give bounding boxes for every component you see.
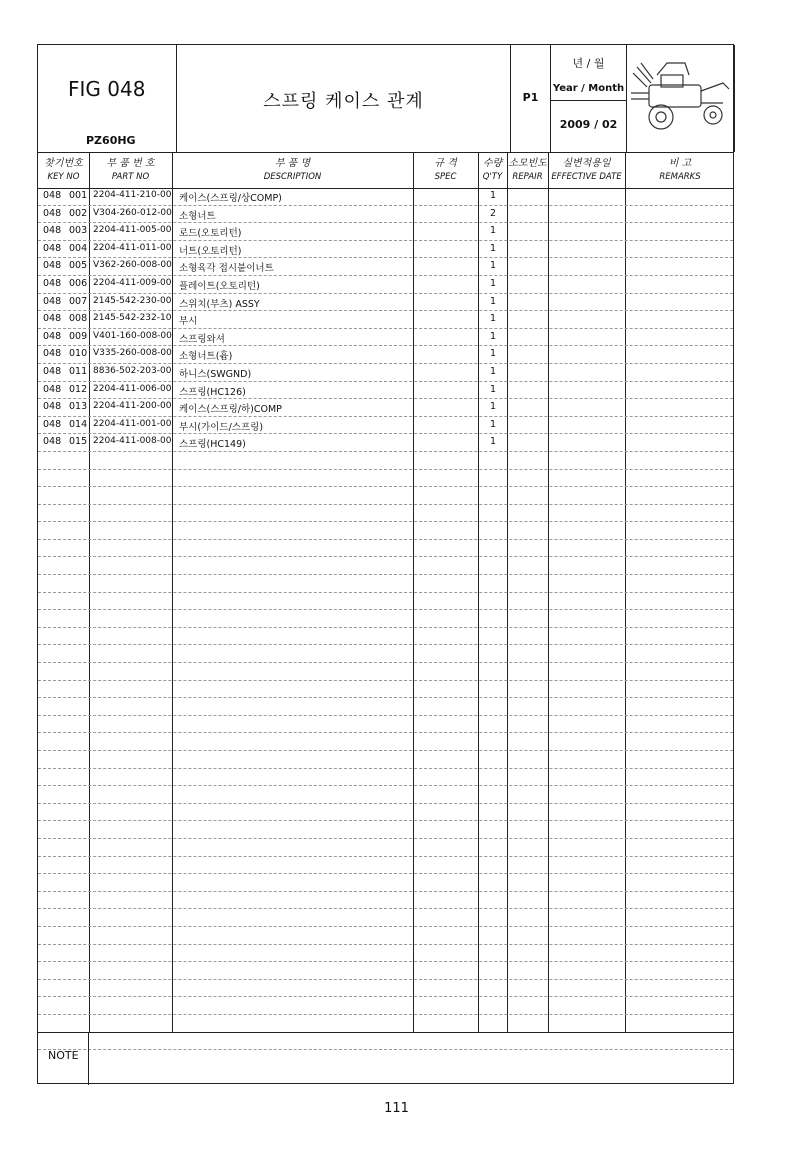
quantity: 1 [490, 330, 497, 342]
column-header-ko: 소모빈도 [508, 158, 547, 169]
part-number: 2204-411-011-00 [93, 242, 172, 253]
fig-number: 048 [43, 348, 62, 360]
table-row [38, 329, 733, 347]
column-header-en: EFFECTIVE DATE [551, 172, 622, 182]
column-header-ko: 부 품 명 [274, 158, 311, 169]
description: 소형너트 [179, 210, 216, 222]
part-number: 2204-411-001-00 [93, 418, 172, 429]
column-header-en: KEY NO [47, 172, 80, 182]
table-row [38, 311, 733, 329]
key-number: 015 [69, 436, 88, 448]
empty-table-row [38, 505, 733, 523]
key-number: 010 [69, 348, 88, 360]
description: 케이스(스프링/하)COMP [179, 404, 282, 416]
description: 소형너트(흄) [179, 351, 233, 363]
quantity: 1 [490, 348, 497, 360]
empty-table-row [38, 997, 733, 1015]
column-header-en: REPAIR [512, 172, 543, 182]
key-number: 008 [69, 313, 88, 325]
column-header-spec [413, 152, 478, 188]
empty-table-row [38, 575, 733, 593]
quantity: 1 [490, 242, 497, 254]
description: 하니스(SWGND) [179, 368, 252, 380]
part-number: 2204-411-008-00 [93, 436, 172, 447]
column-header-repair [507, 152, 548, 188]
empty-table-row [38, 821, 733, 839]
title-cell [177, 45, 511, 152]
description: 스프링(HC149) [179, 439, 246, 451]
description: 너트(오토리턴) [179, 245, 242, 257]
fig-number: 048 [43, 207, 62, 219]
table-row [38, 206, 733, 224]
fig-number: 048 [43, 418, 62, 430]
key-number: 002 [69, 207, 88, 219]
table-row [38, 417, 733, 435]
fig-number: 048 [43, 365, 62, 377]
part-number: V401-160-008-00 [93, 330, 172, 341]
fig-number: 048 [43, 313, 62, 325]
empty-table-row [38, 1015, 733, 1033]
table-row [38, 382, 733, 400]
empty-table-row [38, 610, 733, 628]
empty-table-row [38, 716, 733, 734]
table-row [38, 223, 733, 241]
column-header-ko: 비 고 [668, 158, 692, 169]
empty-table-row [38, 645, 733, 663]
column-header-description [172, 152, 413, 188]
empty-table-row [38, 733, 733, 751]
column-header-ko: 수량 [482, 158, 503, 169]
key-number: 003 [69, 225, 88, 237]
key-number: 004 [69, 242, 88, 254]
part-number: 2145-542-230-00 [93, 295, 172, 306]
quantity: 1 [490, 313, 497, 325]
rice-transplanter-icon [627, 53, 735, 143]
empty-table-row [38, 909, 733, 927]
empty-table-row [38, 681, 733, 699]
page-code: P1 [522, 91, 539, 104]
parts-table [38, 188, 733, 1050]
empty-table-row [38, 769, 733, 787]
table-row [38, 276, 733, 294]
key-number: 012 [69, 383, 88, 395]
key-number: 009 [69, 330, 88, 342]
column-header-en: REMARKS [659, 172, 701, 182]
empty-table-row [38, 980, 733, 998]
model-name: PZ60HG [86, 134, 136, 147]
empty-table-row [38, 628, 733, 646]
key-number: 007 [69, 295, 88, 307]
quantity: 1 [490, 260, 497, 272]
column-header-en: SPEC [434, 172, 457, 182]
fig-number: 048 [43, 190, 62, 201]
quantity: 1 [490, 401, 497, 413]
column-header-key-no [38, 152, 89, 188]
fig-number: 048 [43, 260, 62, 272]
empty-table-row [38, 470, 733, 488]
empty-table-row [38, 698, 733, 716]
year-month-cell [551, 45, 627, 152]
column-header-effective-date [548, 152, 625, 188]
part-number: 8836-502-203-00 [93, 365, 172, 376]
part-number: 2204-411-005-00 [93, 225, 172, 236]
quantity: 1 [490, 418, 497, 430]
key-number: 005 [69, 260, 88, 272]
description: 스위치(부츠) ASSY [179, 298, 260, 310]
part-number: 2204-411-006-00 [93, 383, 172, 394]
fig-number: 048 [43, 225, 62, 237]
column-header-ko: 찾기번호 [44, 158, 83, 169]
description: 부시 [179, 316, 198, 328]
empty-table-row [38, 945, 733, 963]
table-row [38, 241, 733, 259]
quantity: 1 [490, 436, 497, 448]
parts-list-sheet [37, 44, 734, 1084]
description: 케이스(스프링/상COMP) [179, 193, 282, 204]
sheet-header [38, 45, 733, 153]
column-header-remarks [625, 152, 735, 188]
column-header-row [38, 152, 733, 189]
description: 소형육각 접시붙이너트 [179, 263, 274, 275]
description: 부시(가이드/스프링) [179, 421, 264, 433]
quantity: 1 [490, 295, 497, 307]
empty-table-row [38, 839, 733, 857]
page-title: 스프링 케이스 관계 [263, 91, 424, 112]
quantity: 1 [490, 277, 497, 289]
table-row [38, 434, 733, 452]
empty-table-row [38, 487, 733, 505]
empty-table-row [38, 751, 733, 769]
part-number: 2204-411-200-00 [93, 401, 172, 412]
empty-table-row [38, 962, 733, 980]
page-code-cell [511, 45, 551, 152]
empty-table-row [38, 522, 733, 540]
quantity: 1 [490, 365, 497, 377]
part-number: 2204-411-009-00 [93, 277, 172, 288]
quantity: 2 [490, 207, 497, 219]
part-number: V304-260-012-00 [93, 207, 172, 218]
note-label: NOTE [38, 1033, 89, 1085]
column-header-en: DESCRIPTION [263, 172, 322, 182]
year-month-label-ko: 년 / 월 [572, 57, 605, 70]
key-number: 006 [69, 277, 88, 289]
description: 플레이트(오토리턴) [179, 280, 260, 292]
empty-table-row [38, 452, 733, 470]
table-row [38, 294, 733, 312]
column-header-q-ty [478, 152, 507, 188]
key-number: 001 [69, 190, 88, 201]
empty-table-row [38, 540, 733, 558]
empty-table-row [38, 663, 733, 681]
key-number: 014 [69, 418, 88, 430]
part-number: 2204-411-210-00 [93, 190, 172, 200]
year-month-label-en: Year / Month [552, 83, 625, 94]
description: 스프링(HC126) [179, 386, 246, 398]
table-row [38, 346, 733, 364]
empty-table-row [38, 892, 733, 910]
column-header-en: PART NO [111, 172, 150, 182]
key-number: 013 [69, 401, 88, 413]
page-number: 111 [384, 1101, 409, 1116]
column-header-ko: 부 품 번 호 [106, 158, 155, 169]
description: 로드(오토리턴) [179, 228, 242, 240]
table-row [38, 399, 733, 417]
fig-number: 048 [43, 242, 62, 254]
part-number: V362-260-008-00 [93, 260, 172, 271]
year-month-value: 2009 / 02 [559, 118, 618, 131]
machine-picture-cell [627, 45, 735, 152]
empty-table-row [38, 804, 733, 822]
table-row [38, 188, 733, 206]
empty-table-row [38, 557, 733, 575]
part-number: V335-260-008-00 [93, 348, 172, 359]
part-number: 2145-542-232-10 [93, 313, 172, 324]
fig-number: 048 [43, 330, 62, 342]
quantity: 1 [490, 190, 497, 201]
empty-table-row [38, 874, 733, 892]
quantity: 1 [490, 383, 497, 395]
fig-number: 048 [43, 277, 62, 289]
description: 스프링와셔 [179, 333, 225, 345]
column-header-part-no [89, 152, 172, 188]
column-header-ko: 실변적용일 [562, 158, 611, 169]
column-header-en: Q'TY [482, 172, 503, 182]
empty-table-row [38, 857, 733, 875]
note-section [38, 1032, 733, 1085]
fig-code: FIG 048 [68, 77, 146, 101]
empty-table-row [38, 593, 733, 611]
fig-cell [38, 45, 177, 152]
quantity: 1 [490, 225, 497, 237]
key-number: 011 [69, 365, 88, 377]
fig-number: 048 [43, 383, 62, 395]
column-header-ko: 규 격 [434, 158, 457, 169]
fig-number: 048 [43, 436, 62, 448]
empty-table-row [38, 927, 733, 945]
fig-number: 048 [43, 295, 62, 307]
table-row [38, 258, 733, 276]
table-row [38, 364, 733, 382]
empty-table-row [38, 786, 733, 804]
fig-number: 048 [43, 401, 62, 413]
